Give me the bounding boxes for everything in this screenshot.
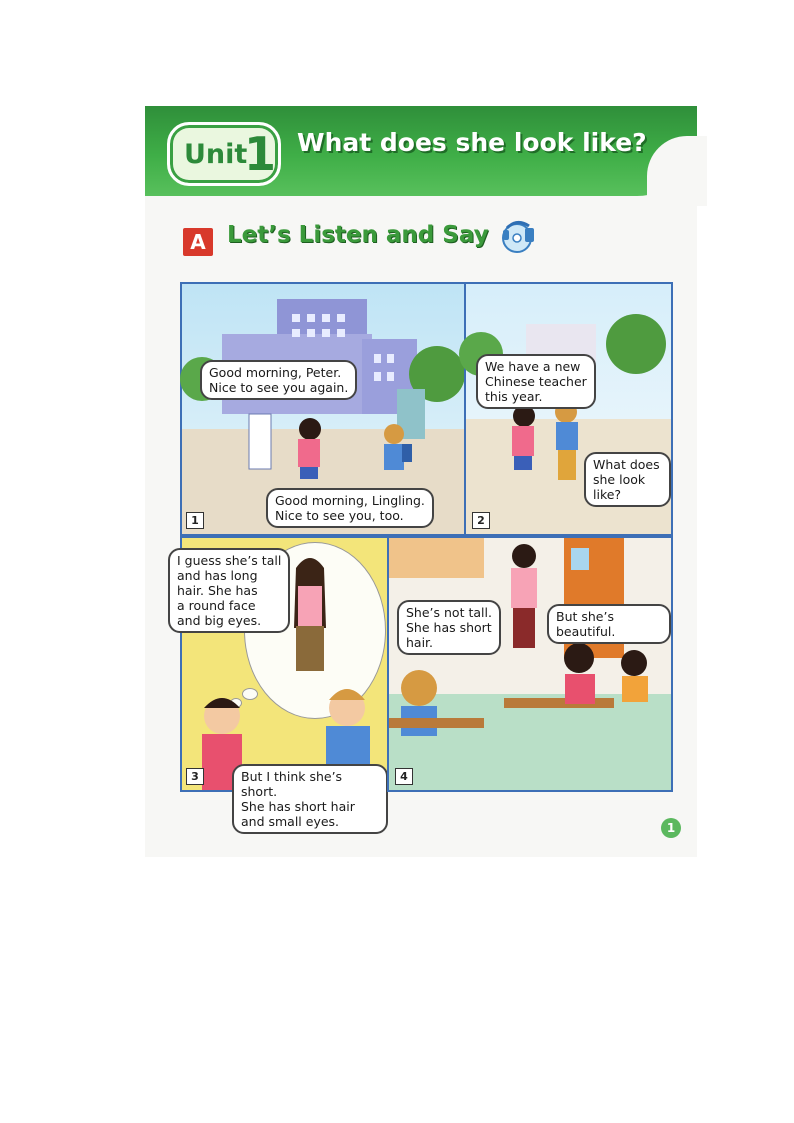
panel-number: 4 xyxy=(395,768,413,785)
speech-bubble: What does she look like? xyxy=(584,452,671,507)
panel-number: 2 xyxy=(472,512,490,529)
page-number: 1 xyxy=(661,818,681,838)
speech-bubble: I guess she’s tall and has long hair. She has a round face and big eyes. xyxy=(168,548,290,633)
comic-panel-3 xyxy=(177,536,390,829)
unit-banner xyxy=(145,106,697,196)
cd-audio-icon[interactable] xyxy=(501,218,539,254)
unit-number: 1 xyxy=(244,127,277,181)
panel-number: 1 xyxy=(186,512,204,529)
comic-panel-2 xyxy=(464,282,673,536)
unit-word: Unit xyxy=(184,139,248,170)
speech-bubble: Good morning, Lingling. Nice to see you, too. xyxy=(266,488,434,528)
panel-number: 3 xyxy=(186,768,204,785)
section-title: Let’s Listen and Say xyxy=(227,222,489,248)
classroom-scene-illustration xyxy=(389,538,671,790)
speech-bubble: But I think she’s short. She has short hair and small eyes. xyxy=(232,764,388,834)
comic-panel-4 xyxy=(387,536,673,792)
comic-panel-1 xyxy=(180,282,467,536)
speech-bubble: But she’s beautiful. xyxy=(547,604,671,644)
textbook-page xyxy=(145,106,697,857)
speech-bubble: Good morning, Peter. Nice to see you again. xyxy=(200,360,357,400)
unit-badge xyxy=(167,122,281,186)
unit-title: What does she look like? xyxy=(297,128,647,157)
speech-bubble: She’s not tall. She has short hair. xyxy=(397,600,501,655)
speech-bubble: We have a new Chinese teacher this year. xyxy=(476,354,596,409)
section-letter: A xyxy=(183,228,213,256)
